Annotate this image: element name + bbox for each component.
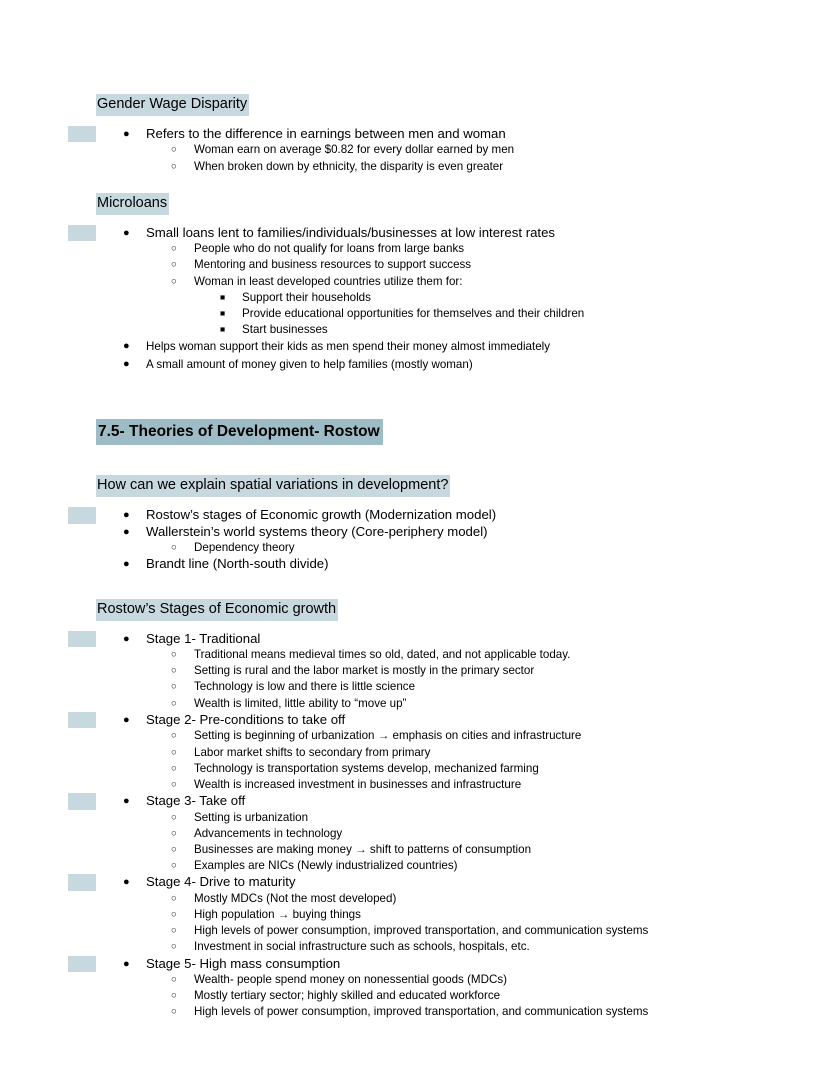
bullet-disc-icon: ● — [123, 558, 130, 571]
spacer — [96, 591, 746, 599]
bullet-circle-icon: ○ — [171, 730, 177, 742]
list-item-text: Setting is rural and the labor market is mostly in the primary sector — [194, 664, 535, 678]
list-item-text: High population → buying things — [194, 907, 361, 921]
bullet-disc-icon: ● — [123, 632, 130, 645]
list-item — [96, 290, 746, 306]
section-heading — [96, 599, 746, 621]
bullet-circle-icon: ○ — [171, 697, 177, 709]
list-item-text: Stage 2- Pre-conditions to take off — [146, 711, 346, 727]
list-item — [96, 126, 746, 142]
bullet-disc-icon: ● — [123, 957, 130, 970]
bullet-circle-icon: ○ — [171, 941, 177, 953]
section-gender-wage-disparity — [96, 94, 746, 175]
list-item — [96, 663, 746, 679]
list-item-text: Wealth is increased investment in businesses and infrastructure — [194, 777, 522, 791]
list-item-text: Helps woman support their kids as men spend their money almost immediately — [146, 340, 551, 354]
list-item-text: Woman in least developed countries utilize them for: — [194, 274, 463, 288]
bullet-circle-icon: ○ — [171, 665, 177, 677]
list-item — [96, 338, 746, 355]
bullet-circle-icon: ○ — [171, 892, 177, 904]
list-item — [96, 142, 746, 158]
spacer — [96, 497, 746, 507]
list-item-text: Setting is urbanization — [194, 810, 309, 824]
bullet-circle-icon: ○ — [171, 160, 177, 172]
list-item — [96, 225, 746, 241]
section-heading-text: Rostow’s Stages of Economic growth — [96, 599, 338, 621]
unit-heading-text: 7.5- Theories of Development- Rostow — [96, 419, 383, 445]
bullet-disc-icon: ● — [123, 357, 130, 370]
list-item-text: Stage 4- Drive to maturity — [146, 874, 296, 890]
list-item-text: High levels of power consumption, improved transportation, and communication systems — [194, 924, 649, 938]
list-item-text: People who do not qualify for loans from large banks — [194, 242, 465, 256]
spacer — [96, 409, 746, 419]
bullet-circle-icon: ○ — [171, 860, 177, 872]
bullet-circle-icon: ○ — [171, 973, 177, 985]
list-item — [96, 274, 746, 290]
list-item-text: Brandt line (North-south divide) — [146, 556, 329, 572]
list-item-stage — [96, 793, 746, 809]
bullet-circle-icon: ○ — [171, 243, 177, 255]
list-item — [96, 507, 746, 523]
list-item-text: Labor market shifts to secondary from primary — [194, 745, 431, 759]
list-item-text: Stage 5- High mass consumption — [146, 955, 341, 971]
list-item-stage — [96, 631, 746, 647]
bullet-disc-icon: ● — [123, 340, 130, 353]
list-item-text: Refers to the difference in earnings between men and woman — [146, 126, 506, 141]
bullet-circle-icon: ○ — [171, 259, 177, 271]
list-item — [96, 306, 746, 322]
section-heading-text: Microloans — [96, 193, 169, 215]
section-rostow-stages — [96, 599, 746, 1021]
spacer — [96, 175, 746, 193]
unit-heading — [96, 419, 746, 445]
list-item — [96, 777, 746, 793]
list-item-text: Examples are NICs (Newly industrialized countries) — [194, 859, 458, 873]
list-item-text: Technology is low and there is little science — [194, 680, 416, 694]
spacer — [96, 621, 746, 631]
list-item — [96, 858, 746, 874]
list-item-stage — [96, 712, 746, 728]
spacer — [96, 445, 746, 475]
list-item-text: Traditional means medieval times so old, dated, and not applicable today. — [194, 648, 571, 662]
section-heading — [96, 94, 746, 116]
bullet-circle-icon: ○ — [171, 681, 177, 693]
list-item — [96, 540, 746, 556]
bullet-circle-icon: ○ — [171, 990, 177, 1002]
list-item — [96, 322, 746, 338]
bullet-list — [96, 126, 746, 175]
bullet-square-icon: ■ — [220, 291, 226, 302]
list-item-text: Rostow’s stages of Economic growth (Modernization model) — [146, 507, 497, 523]
list-item-text: Wealth is limited, little ability to “move up” — [194, 696, 407, 710]
list-item — [96, 891, 746, 907]
list-item-text: A small amount of money given to help families (mostly woman) — [146, 357, 473, 371]
section-heading-text: Gender Wage Disparity — [96, 94, 249, 116]
list-item — [96, 761, 746, 777]
spacer — [96, 573, 746, 591]
section-heading — [96, 475, 746, 497]
list-item — [96, 524, 746, 540]
list-item-text: Provide educational opportunities for themselves and their children — [242, 307, 585, 321]
list-item-stage — [96, 874, 746, 890]
list-item-text: Woman earn on average $0.82 for every dollar earned by men — [194, 143, 515, 157]
bullet-circle-icon: ○ — [171, 778, 177, 790]
bullet-disc-icon: ● — [123, 128, 130, 140]
list-item-text: Mentoring and business resources to support success — [194, 258, 472, 272]
bullet-circle-icon: ○ — [171, 843, 177, 855]
spacer — [96, 116, 746, 126]
list-item — [96, 728, 746, 744]
spacer — [96, 373, 746, 409]
list-item — [96, 939, 746, 955]
bullet-square-icon: ■ — [220, 324, 226, 335]
bullet-circle-icon: ○ — [171, 827, 177, 839]
bullet-disc-icon: ● — [123, 795, 130, 808]
bullet-disc-icon: ● — [123, 713, 130, 726]
section-microloans — [96, 193, 746, 373]
list-item-text: When broken down by ethnicity, the disparity is even greater — [194, 159, 504, 173]
list-item-text: Dependency theory — [194, 541, 295, 555]
list-item — [96, 923, 746, 939]
list-item — [96, 745, 746, 761]
bullet-circle-icon: ○ — [171, 649, 177, 661]
list-item — [96, 1004, 746, 1020]
section-heading-text: How can we explain spatial variations in development? — [96, 475, 450, 497]
bullet-circle-icon: ○ — [171, 762, 177, 774]
list-item-text: Start businesses — [242, 323, 328, 337]
bullet-square-icon: ■ — [220, 308, 226, 319]
list-item — [96, 826, 746, 842]
list-item — [96, 842, 746, 858]
list-item-text: Setting is beginning of urbanization → emphasis on cities and infrastructure — [194, 729, 582, 743]
list-item-text: Small loans lent to families/individuals/businesses at low interest rates — [146, 224, 556, 240]
list-item — [96, 241, 746, 257]
section-spatial-variations — [96, 475, 746, 572]
bullet-list — [96, 225, 746, 373]
document-content — [96, 94, 746, 1021]
list-item — [96, 257, 746, 273]
list-item — [96, 356, 746, 373]
bullet-list — [96, 507, 746, 572]
list-item — [96, 696, 746, 712]
bullet-circle-icon: ○ — [171, 925, 177, 937]
list-item-text: Wealth- people spend money on nonessential goods (MDCs) — [194, 972, 507, 986]
list-item-text: Wallerstein’s world systems theory (Core-periphery model) — [146, 523, 488, 539]
list-item — [96, 907, 746, 923]
list-item-text: Advancements in technology — [194, 826, 343, 840]
list-item — [96, 810, 746, 826]
list-item-text: Mostly MDCs (Not the most developed) — [194, 891, 397, 905]
bullet-circle-icon: ○ — [171, 275, 177, 287]
list-item — [96, 679, 746, 695]
bullet-disc-icon: ● — [123, 525, 130, 538]
list-item-text: Investment in social infrastructure such as schools, hospitals, etc. — [194, 940, 530, 954]
list-item-text: Mostly tertiary sector; highly skilled and educated workforce — [194, 989, 501, 1003]
list-item-text: Stage 1- Traditional — [146, 630, 261, 646]
list-item — [96, 988, 746, 1004]
list-item-text: Businesses are making money → shift to patterns of consumption — [194, 842, 532, 856]
list-item — [96, 972, 746, 988]
bullet-circle-icon: ○ — [171, 811, 177, 823]
list-item — [96, 556, 746, 572]
list-item-text: Stage 3- Take off — [146, 793, 246, 809]
list-item — [96, 159, 746, 175]
list-item-text: Support their households — [242, 290, 371, 304]
bullet-circle-icon: ○ — [171, 746, 177, 758]
section-heading — [96, 193, 746, 215]
spacer — [96, 215, 746, 225]
list-item-text: High levels of power consumption, improved transportation, and communication systems — [194, 1005, 649, 1019]
bullet-list — [96, 631, 746, 1021]
bullet-circle-icon: ○ — [171, 542, 177, 554]
bullet-disc-icon: ● — [123, 509, 130, 522]
bullet-circle-icon: ○ — [171, 144, 177, 156]
list-item-stage — [96, 956, 746, 972]
list-item — [96, 647, 746, 663]
bullet-circle-icon: ○ — [171, 908, 177, 920]
bullet-disc-icon: ● — [123, 226, 130, 239]
bullet-circle-icon: ○ — [171, 1006, 177, 1018]
list-item-text: Technology is transportation systems develop, mechanized farming — [194, 761, 539, 775]
bullet-disc-icon: ● — [123, 876, 130, 889]
